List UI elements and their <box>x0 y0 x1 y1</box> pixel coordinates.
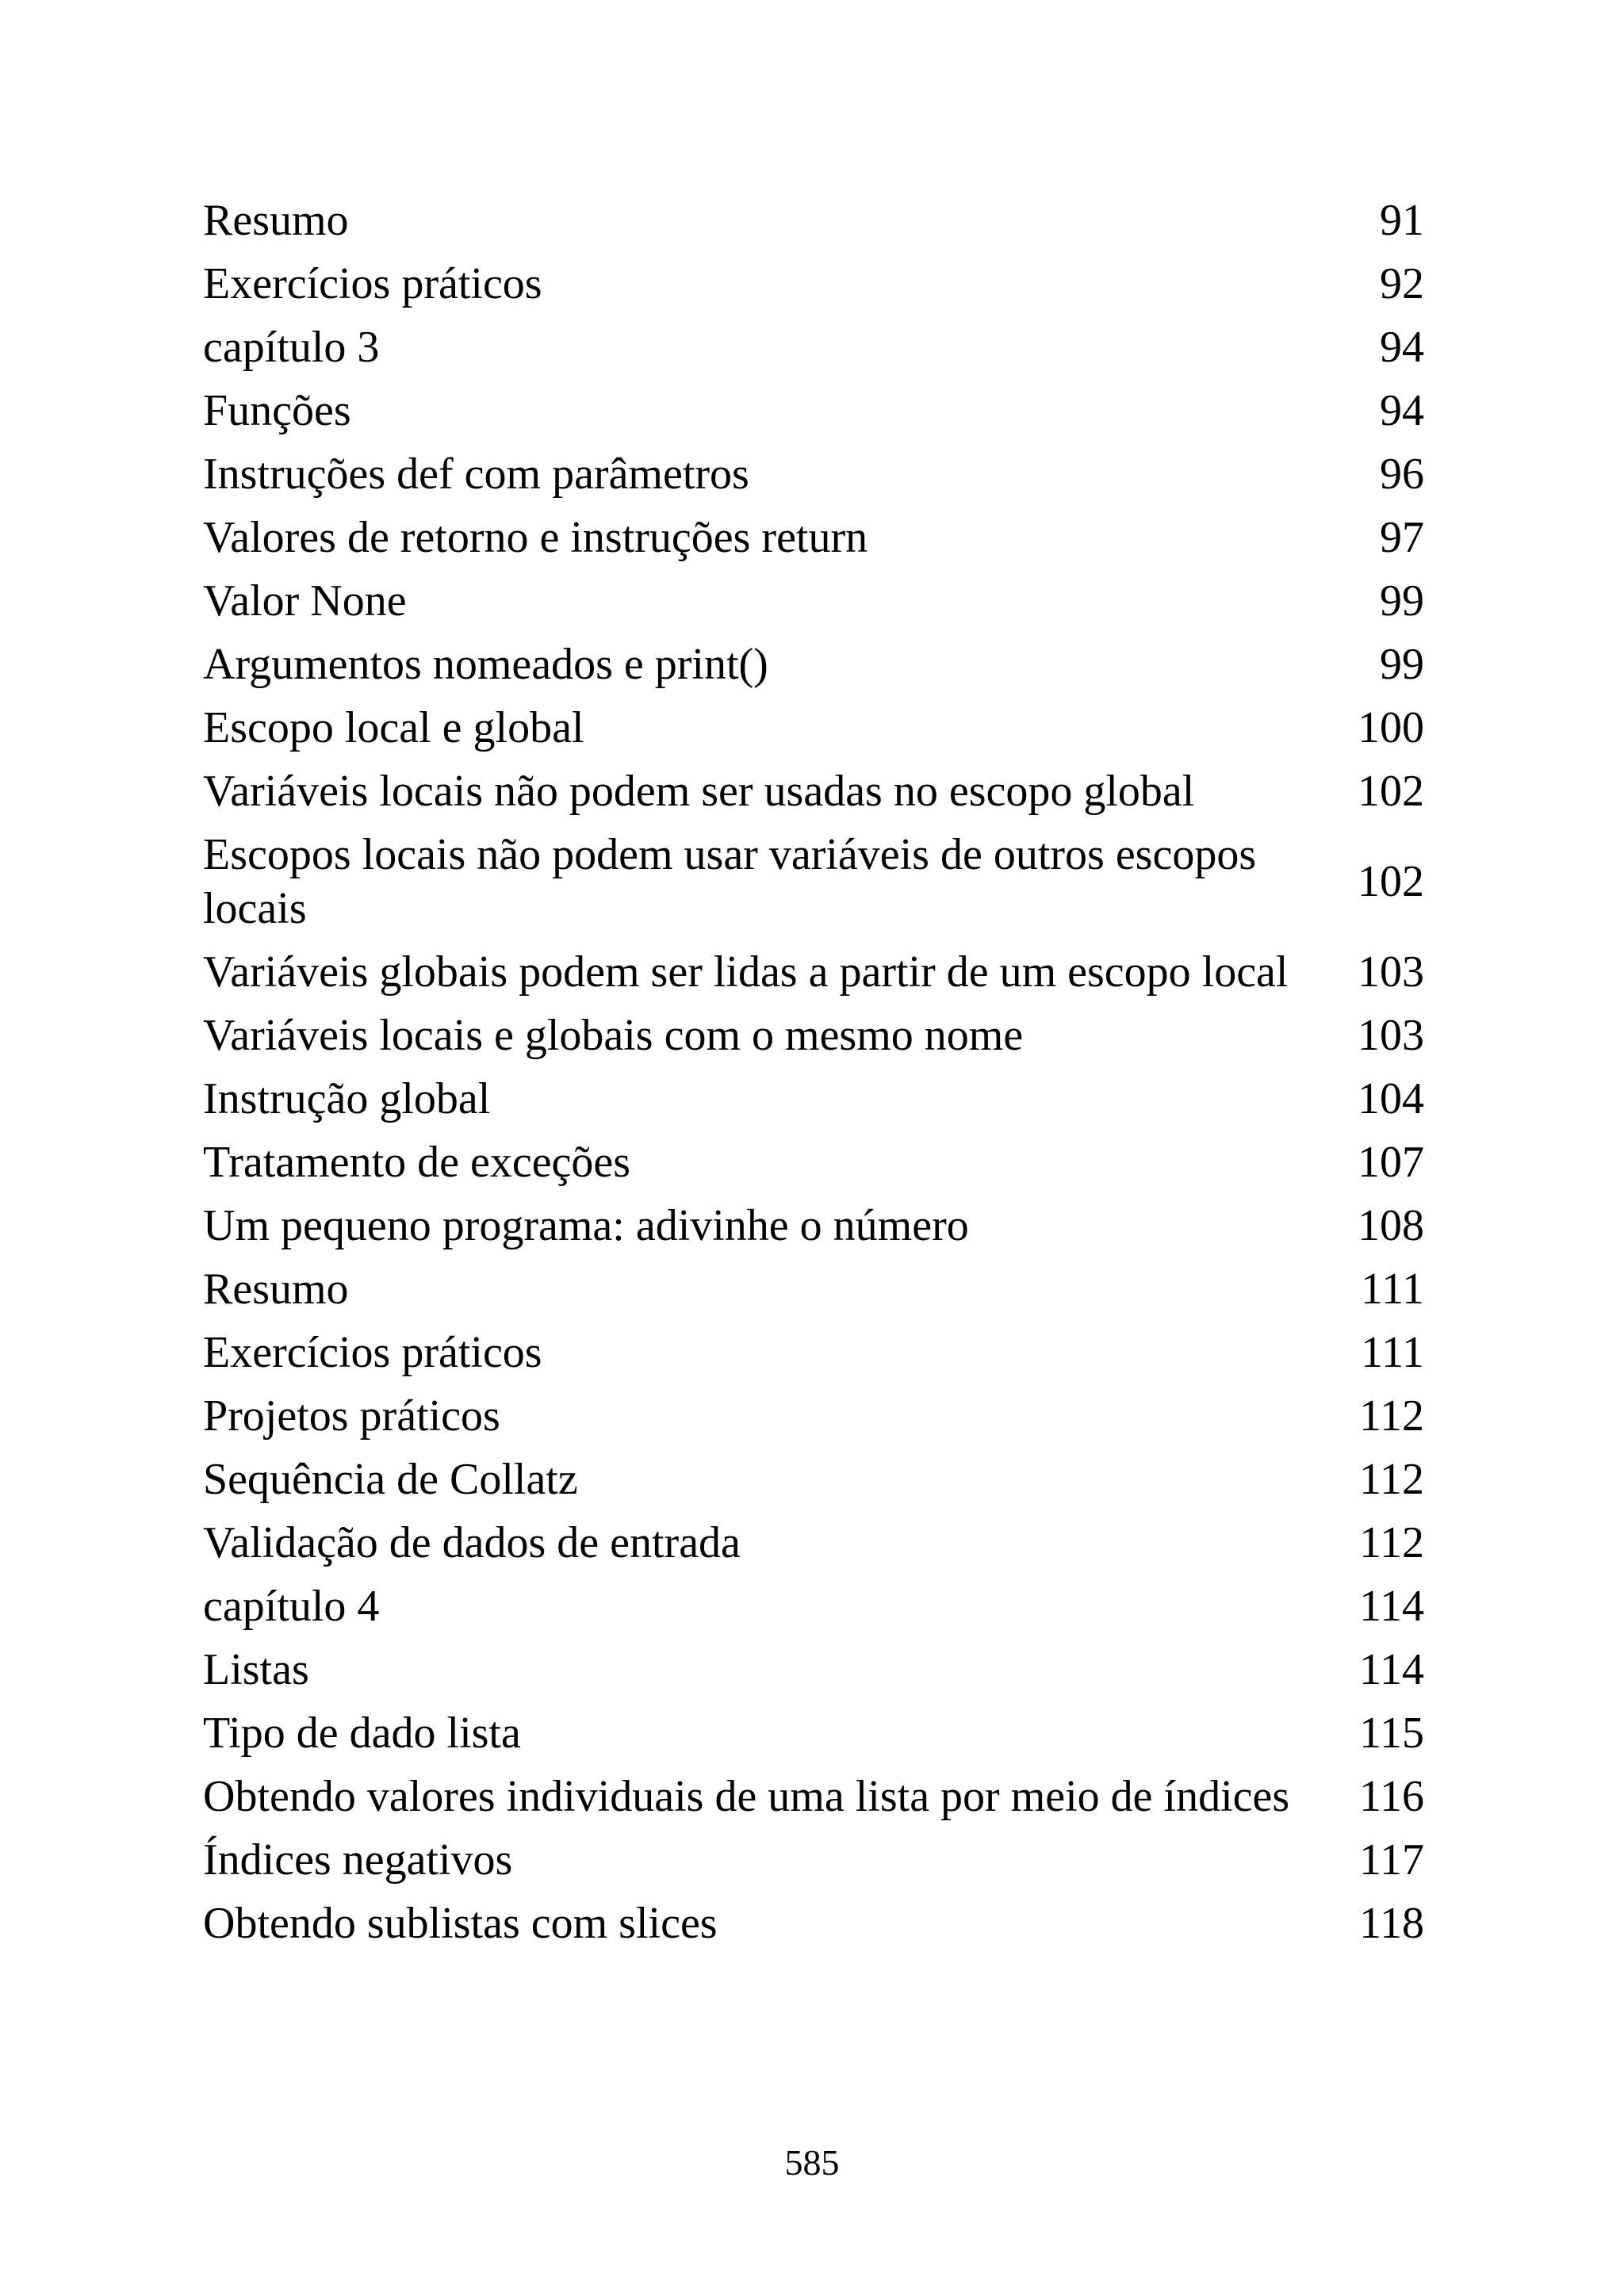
toc-entry <box>203 1194 1424 1257</box>
toc-entry-page: 96 <box>1380 450 1424 499</box>
toc-entry-page: 91 <box>1380 196 1424 245</box>
toc-entry-title: Valores de retorno e instruções return <box>203 513 868 562</box>
toc-entry-page: 102 <box>1358 767 1424 816</box>
toc-entry <box>203 1828 1424 1892</box>
toc-entry <box>203 506 1424 569</box>
toc-entry <box>203 316 1424 379</box>
toc-entry-title: Variáveis locais não podem ser usadas no escopo global <box>203 767 1195 816</box>
toc-entry-title: Variáveis globais podem ser lidas a partir de um escopo local <box>203 947 1289 997</box>
toc-entry <box>203 1384 1424 1448</box>
toc-entry-title: Um pequeno programa: adivinhe o número <box>203 1201 969 1250</box>
toc-entry-title: Projetos práticos <box>203 1391 500 1441</box>
toc-entry-page: 112 <box>1359 1391 1424 1441</box>
toc-entry <box>203 1638 1424 1701</box>
toc-entry <box>203 442 1424 506</box>
toc-entry-page: 112 <box>1359 1455 1424 1504</box>
toc-entry-page: 99 <box>1380 576 1424 626</box>
toc-entry-page: 94 <box>1380 323 1424 372</box>
toc-entry <box>203 1765 1424 1828</box>
toc-entry <box>203 379 1424 442</box>
toc-entry-page: 112 <box>1359 1518 1424 1567</box>
toc-entry-title: Variáveis locais e globais com o mesmo nome <box>203 1011 1024 1060</box>
toc-entry-page: 107 <box>1358 1138 1424 1187</box>
toc-entry-page: 115 <box>1359 1709 1424 1758</box>
toc-entry-title: Índices negativos <box>203 1835 513 1885</box>
toc-entry <box>203 1701 1424 1765</box>
toc-entry-page: 108 <box>1358 1201 1424 1250</box>
toc-entry-title: Resumo <box>203 1265 349 1314</box>
toc-entry-title: Tipo de dado lista <box>203 1709 521 1758</box>
toc-entry-title: Tratamento de exceções <box>203 1138 631 1187</box>
toc-entry-title: Resumo <box>203 196 349 245</box>
toc-entry-page: 118 <box>1359 1899 1424 1948</box>
toc-entry-page: 100 <box>1358 703 1424 752</box>
toc-entry <box>203 940 1424 1004</box>
toc-entry-page: 92 <box>1380 259 1424 308</box>
toc-entry-title: Instrução global <box>203 1074 491 1123</box>
toc-entry <box>203 823 1424 940</box>
toc-entry-title: Listas <box>203 1645 309 1694</box>
toc-entry-page: 111 <box>1361 1265 1424 1314</box>
toc-entry-title: Sequência de Collatz <box>203 1455 578 1504</box>
toc-entry-page: 102 <box>1358 857 1424 906</box>
toc-entry <box>203 1575 1424 1638</box>
toc-entry-title: Validação de dados de entrada <box>203 1518 741 1567</box>
toc-entry <box>203 1321 1424 1384</box>
toc-entry-page: 117 <box>1359 1835 1424 1885</box>
page-number: 585 <box>784 2142 840 2183</box>
toc-entry-title: Exercícios práticos <box>203 1328 542 1377</box>
toc-entry-title: Escopos locais não podem usar variáveis de outros escopos locais <box>203 830 1257 933</box>
toc-entry-page: 103 <box>1358 947 1424 997</box>
toc-entry <box>203 1892 1424 1955</box>
toc-entry-page: 103 <box>1358 1011 1424 1060</box>
toc-entry <box>203 1131 1424 1194</box>
toc-entry <box>203 569 1424 633</box>
toc-entry-title: Argumentos nomeados e print() <box>203 640 768 689</box>
toc-entry-title: Obtendo valores individuais de uma lista por meio de índices <box>203 1772 1290 1821</box>
toc-entry-page: 114 <box>1359 1645 1424 1694</box>
toc-entry-page: 116 <box>1359 1772 1424 1821</box>
toc-entry-page: 99 <box>1380 640 1424 689</box>
toc-entry-title: capítulo 4 <box>203 1582 380 1631</box>
toc-entry <box>203 1511 1424 1575</box>
toc-entry-page: 97 <box>1380 513 1424 562</box>
toc-entry-title: Funções <box>203 386 351 435</box>
toc-entry <box>203 189 1424 252</box>
toc-entry-page: 114 <box>1359 1582 1424 1631</box>
toc-entry <box>203 633 1424 696</box>
toc-entry-title: Exercícios práticos <box>203 259 542 308</box>
toc-entry-page: 104 <box>1358 1074 1424 1123</box>
toc-entry <box>203 696 1424 760</box>
toc-entry-title: Obtendo sublistas com slices <box>203 1899 718 1948</box>
toc-entry-page: 111 <box>1361 1328 1424 1377</box>
toc-entry-page: 94 <box>1380 386 1424 435</box>
toc-entry <box>203 1448 1424 1511</box>
toc-entry-title: Instruções def com parâmetros <box>203 450 749 499</box>
table-of-contents <box>203 189 1424 1955</box>
toc-entry <box>203 760 1424 823</box>
toc-entry <box>203 252 1424 316</box>
toc-entry-title: Valor None <box>203 576 407 626</box>
toc-entry-title: capítulo 3 <box>203 323 380 372</box>
toc-entry <box>203 1067 1424 1131</box>
toc-entry <box>203 1004 1424 1067</box>
toc-entry <box>203 1257 1424 1321</box>
toc-entry-title: Escopo local e global <box>203 703 584 752</box>
